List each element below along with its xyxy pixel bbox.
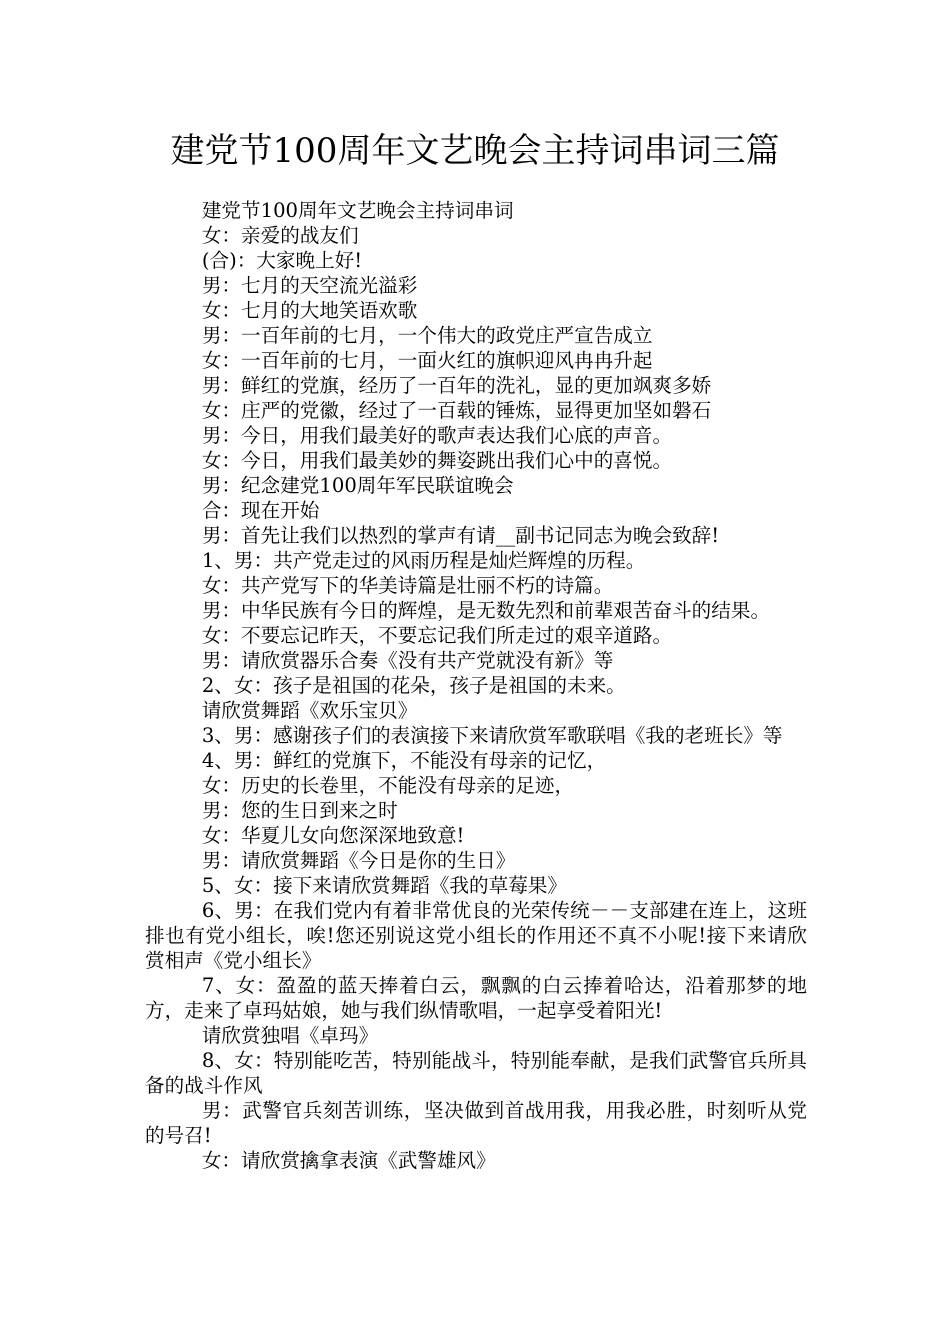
paragraph: 男：请欣赏舞蹈《今日是你的生日》 (201, 849, 516, 872)
paragraph: 请欣赏舞蹈《欢乐宝贝》 (201, 699, 418, 722)
paragraph: 男：鲜红的党旗，经历了一百年的洗礼，显的更加飒爽多娇 (201, 374, 712, 397)
paragraph: (合)：大家晚上好! (201, 249, 363, 272)
paragraph: 男：一百年前的七月，一个伟大的政党庄严宣告成立 (201, 324, 653, 347)
paragraph: 8、女：特别能吃苦，特别能战斗，特别能奉献，是我们武警官兵所具备的战斗作风 (145, 1049, 807, 1097)
paragraph: 男：纪念建党100周年军民联谊晚会 (201, 474, 514, 497)
paragraph: 男：请欣赏器乐合奏《没有共产党就没有新》等 (201, 649, 614, 672)
paragraph: 女：七月的大地笑语欢歌 (201, 299, 418, 322)
paragraph: 5、女：接下来请欣赏舞蹈《我的草莓果》 (201, 874, 567, 897)
paragraph: 3、男：感谢孩子们的表演接下来请欣赏军歌联唱《我的老班长》等 (201, 724, 783, 747)
paragraph: 女：亲爱的战友们 (201, 224, 359, 247)
paragraph: 女：庄严的党徽，经过了一百载的锤炼，显得更加坚如磐石 (201, 399, 712, 422)
paragraph: 男：今日，用我们最美好的歌声表达我们心底的声音。 (201, 424, 673, 447)
paragraph: 女：共产党写下的华美诗篇是壮丽不朽的诗篇。 (201, 574, 614, 597)
paragraph: 请欣赏独唱《卓玛》 (201, 1024, 379, 1047)
paragraph: 7、女：盈盈的蓝天捧着白云，飘飘的白云捧着哈达，沿着那梦的地方，走来了卓玛姑娘，她与我们纵情歌唱，一起享受着阳光! (145, 974, 807, 1022)
document-title: 建党节100周年文艺晚会主持词串词三篇 (170, 131, 780, 171)
paragraph: 女：华夏儿女向您深深地致意! (201, 824, 465, 847)
paragraph: 女：今日，用我们最美妙的舞姿跳出我们心中的喜悦。 (201, 449, 673, 472)
paragraph: 2、女：孩子是祖国的花朵，孩子是祖国的未来。 (201, 674, 626, 697)
paragraph: 男：武警官兵刻苦训练，坚决做到首战用我，用我必胜，时刻听从党的号召! (145, 1099, 807, 1147)
paragraph: 男：首先让我们以热烈的掌声有请__副书记同志为晚会致辞! (201, 524, 720, 547)
paragraph: 1、男：共产党走过的风雨历程是灿烂辉煌的历程。 (201, 549, 646, 572)
document-body (145, 198, 807, 1173)
paragraph: 4、男：鲜红的党旗下，不能没有母亲的记忆， (201, 749, 607, 772)
paragraph: 合：现在开始 (201, 499, 320, 522)
paragraph: 女：一百年前的七月，一面火红的旗帜迎风冉冉升起 (201, 349, 653, 372)
paragraph: 男：七月的天空流光溢彩 (201, 274, 418, 297)
paragraph: 男：您的生日到来之时 (201, 799, 398, 822)
paragraph: 男：中华民族有今日的辉煌，是无数先烈和前辈艰苦奋斗的结果。 (201, 599, 771, 622)
paragraph: 女：不要忘记昨天，不要忘记我们所走过的艰辛道路。 (201, 624, 673, 647)
paragraph: 女：请欣赏擒拿表演《武警雄风》 (201, 1149, 496, 1172)
paragraph: 女：历史的长卷里，不能没有母亲的足迹， (201, 774, 575, 797)
paragraph: 6、男：在我们党内有着非常优良的光荣传统－－支部建在连上，这班排也有党小组长，唉!您还别说这党小组长的作用还不真不小呢!接下来请欣赏相声《党小组长》 (145, 899, 807, 972)
paragraph: 建党节100周年文艺晚会主持词串词 (201, 199, 514, 222)
